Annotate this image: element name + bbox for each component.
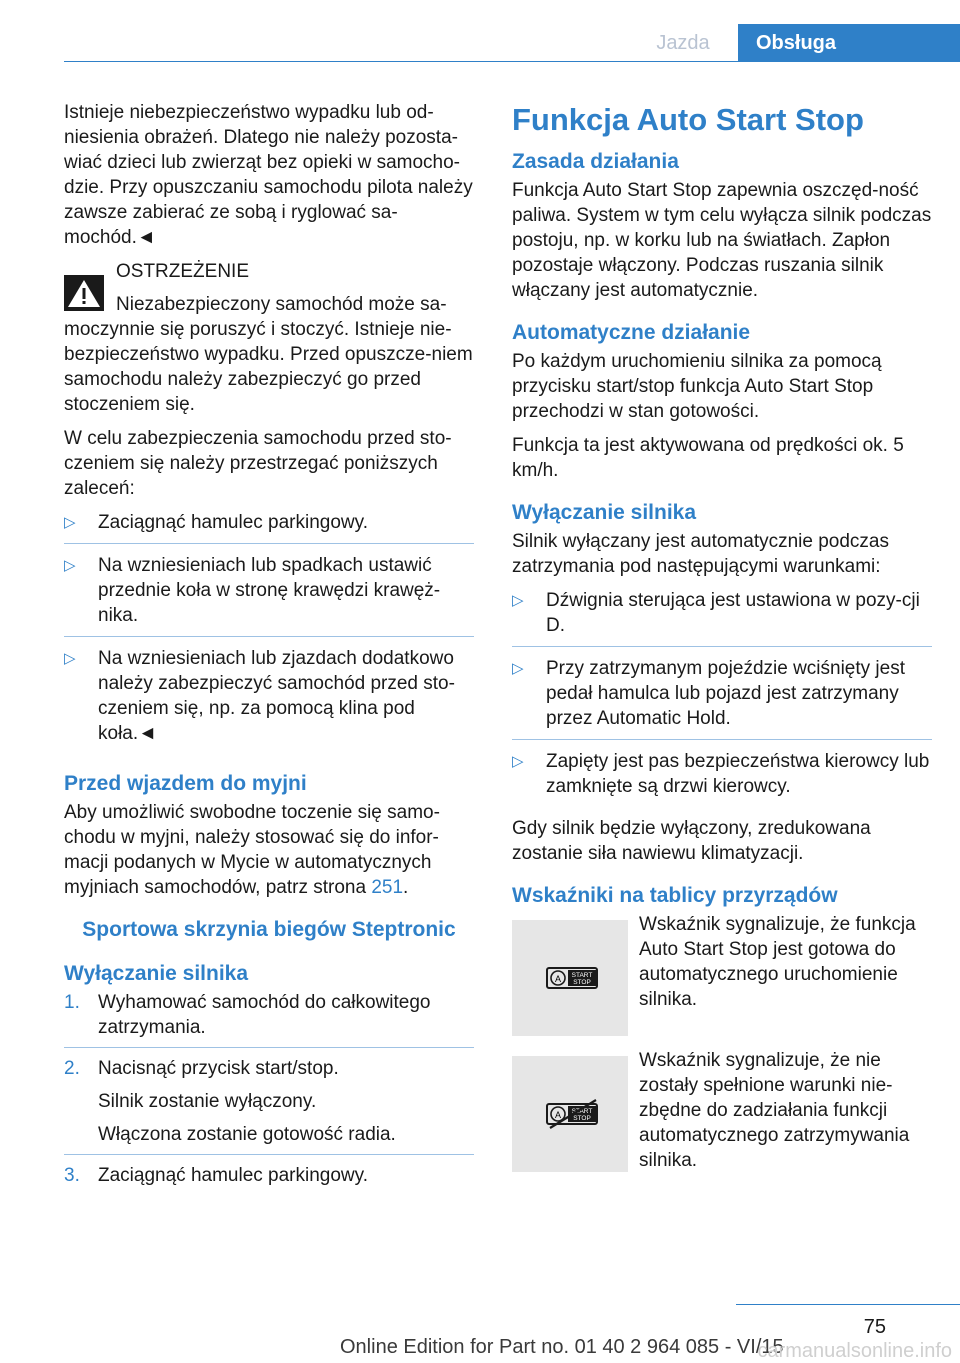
list-item: ▷ Zaciągnąć hamulec parkingowy. — [64, 510, 474, 544]
principle-paragraph: Funkcja Auto Start Stop zapewnia oszczęd-ność paliwa. System w tym celu wyłącza silnik podczas postoju, np. w korku lub na światłach. Zapłon pozostaje włączony. Podczas ruszania silnik włączany jest automatycznie. — [512, 180, 932, 301]
watermark: carmanualsonline.info — [757, 1340, 952, 1362]
indicator-unavailable-text: Wskaźnik sygnalizuje, że nie zostały spełnione warunki nie-zbędne do zadziałania funkcji automatycznego zatrzymywania silnika. — [639, 1050, 910, 1171]
advice-paragraph: W celu zabezpieczenia samochodu przed sto-czeniem się należy przestrzegać poniższych zaleceń: — [64, 428, 452, 499]
auto-start-stop-crossed-icon — [512, 1056, 628, 1172]
tab-obsluga[interactable]: Obsługa — [738, 24, 960, 62]
page-link[interactable]: 251 — [371, 877, 404, 898]
warning-title: OSTRZEŻENIE — [116, 261, 250, 282]
triangle-right-icon: ▷ — [512, 660, 524, 677]
off-bullets — [512, 588, 932, 807]
badge-a-text: A — [554, 1110, 562, 1120]
intro-paragraph: Istnieje niebezpieczeństwo wypadku lub od-niesienia obrażeń. Dlatego nie należy pozosta-wiać dzieci lub zwierząt bez opieki w samocho-dzie. Przy opuszczaniu samochodu pilota należy zawsze zabierać ze sobą i ryglować sa-mochód.◄ — [64, 102, 473, 248]
triangle-right-icon: ▷ — [512, 592, 524, 609]
engine-off-steps — [64, 990, 474, 1195]
list-item: 2. Nacisnąć przycisk start/stop. Silnik zostanie wyłączony. Włączona zostanie gotowość radia. — [64, 1056, 474, 1155]
auto-heading: Automatyczne działanie — [512, 321, 751, 344]
engine-off-heading: Wyłączanie silnika — [64, 962, 249, 985]
list-item: ▷ Dźwignia sterująca jest ustawiona w pozy-cji D. — [512, 588, 932, 647]
triangle-right-icon: ▷ — [64, 557, 76, 574]
wash-heading: Przed wjazdem do myjni — [64, 772, 307, 795]
warning-triangle-icon — [64, 275, 104, 311]
list-item: 3. Zaciągnąć hamulec parkingowy. — [64, 1165, 369, 1186]
list-item: 1. Wyhamować samochód do całkowitego zatrzymania. — [64, 990, 474, 1048]
auto-paragraph-2: Funkcja ta jest aktywowana od prędkości ok. 5 km/h. — [512, 435, 904, 481]
off-heading: Wyłączanie silnika — [512, 501, 697, 524]
parking-bullets — [64, 510, 474, 754]
indicator-heading: Wskaźniki na tablicy przyrządów — [512, 884, 838, 907]
badge-bottom-text: STOP — [573, 979, 591, 986]
off-note: Gdy silnik będzie wyłączony, zredukowana zostanie siła nawiewu klimatyzacji. — [512, 818, 871, 864]
warning-block — [64, 259, 474, 417]
steptronic-heading: Sportowa skrzynia biegów Steptronic — [82, 918, 456, 941]
list-item: ▷ Na wzniesieniach lub spadkach ustawić przednie koła w stronę krawędzi krawęż-nika. — [64, 553, 474, 637]
right-column — [512, 100, 932, 1193]
badge-top-text: START — [571, 972, 593, 979]
badge-a-text: A — [554, 974, 562, 984]
badge-bottom-text: STOP — [573, 1115, 591, 1122]
indicator-unavailable — [512, 1048, 932, 1173]
off-paragraph: Silnik wyłączany jest automatycznie podczas zatrzymania pod następującymi warunkami: — [512, 531, 890, 577]
indicator-ready-text: Wskaźnik sygnalizuje, że funkcja Auto Start Stop jest gotowa do automatycznego uruchomienie silnika. — [639, 914, 916, 1010]
badge-top-text: START — [571, 1108, 593, 1115]
list-item: ▷ Zapięty jest pas bezpieczeństwa kierowcy lub zamknięte są drzwi kierowcy. — [512, 751, 930, 797]
header-rule — [64, 61, 738, 62]
footer-rule — [736, 1304, 960, 1305]
warning-text: Niezabezpieczony samochód może sa-moczynnie się poruszyć i stoczyć. Istnieje nie-bezpieczeństwo wypadku. Przed opuszcze-niem samochodu należy zabezpieczyć go przed stoczeniem się. — [64, 294, 473, 415]
triangle-right-icon: ▷ — [64, 650, 76, 667]
page-title: Funkcja Auto Start Stop — [512, 102, 864, 137]
triangle-right-icon: ▷ — [64, 514, 76, 531]
list-item: ▷ Na wzniesieniach lub zjazdach dodatkowo należy zabezpieczyć samochód przed sto-czeniem się, np. za pomocą klina pod koła.◄ — [64, 648, 455, 744]
auto-paragraph-1: Po każdym uruchomieniu silnika za pomocą przycisku start/stop funkcja Auto Start Stop przechodzi w stan gotowości. — [512, 351, 882, 422]
page-number: 75 — [863, 1316, 886, 1338]
principle-heading: Zasada działania — [512, 150, 679, 173]
triangle-right-icon: ▷ — [512, 753, 524, 770]
header-tabs — [0, 24, 960, 62]
left-column — [64, 100, 474, 1203]
tab-jazda[interactable]: Jazda — [656, 32, 710, 54]
auto-start-stop-icon — [512, 920, 628, 1036]
edition-footer: Online Edition for Part no. 01 40 2 964 085 - VI/15 — [340, 1336, 784, 1358]
indicator-ready — [512, 912, 932, 1028]
wash-paragraph: Aby umożliwić swobodne toczenie się samo-chodu w myjni, należy stosować się do infor-macji podanych w Mycie w automatycznych myjniach samochodów, patrz strona 251. — [64, 802, 440, 898]
list-item: ▷ Przy zatrzymanym pojeździe wciśnięty jest pedał hamulca lub pojazd jest zatrzymany przez Automatic Hold. — [512, 656, 932, 740]
